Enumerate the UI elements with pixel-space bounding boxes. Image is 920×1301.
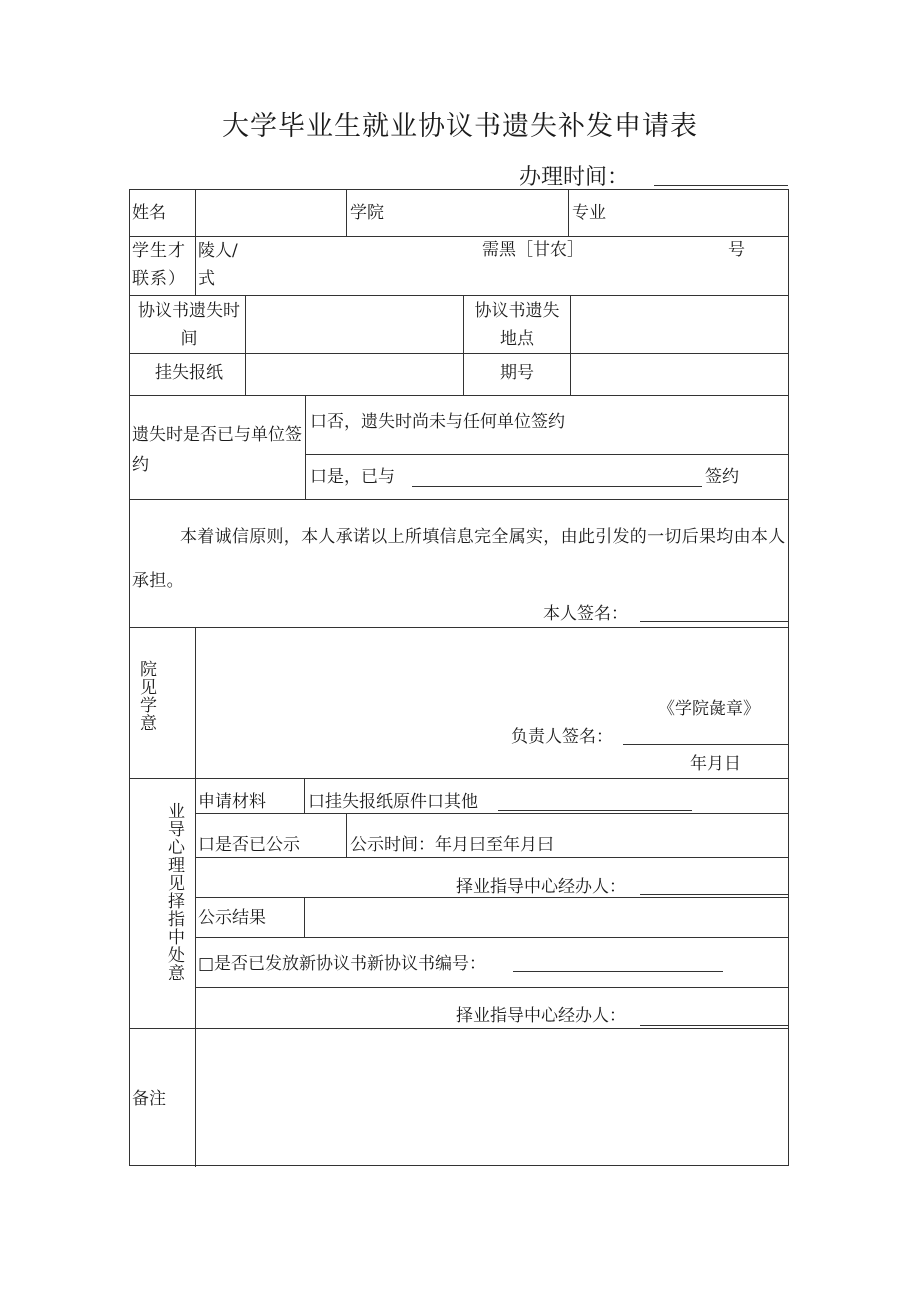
lost-place-field[interactable] [571, 296, 786, 353]
registration-number-suffix: 号 [728, 240, 745, 260]
student-contact-label: 学生才联系） [132, 241, 186, 289]
major-label: 专业 [572, 203, 606, 223]
signed-status-label: 遗失时是否已与单位签约 [132, 425, 302, 475]
handler-label-1: 择业指导中心经办人： [456, 877, 626, 897]
remarks-label: 备注 [132, 1089, 166, 1109]
new-agreement-checkbox[interactable]: □是否已发放新协议书新协议书编号： [198, 954, 487, 974]
materials-label: 申请材料 [198, 792, 266, 812]
contact-method-label: 陵人/式 [198, 241, 238, 289]
lost-place-label: 协议书遗失地点 [474, 301, 560, 349]
college-opinion-label: 院见学意 [136, 660, 156, 732]
lost-time-field[interactable] [246, 296, 462, 353]
process-time-line[interactable] [654, 185, 788, 186]
registration-number-prefix: 需黑［甘农］ [482, 240, 584, 260]
handler-line-2[interactable] [640, 1025, 788, 1026]
major-field[interactable] [620, 191, 785, 235]
publish-result-field[interactable] [306, 898, 786, 936]
college-stamp: 《学院彘章》 [658, 699, 760, 719]
materials-options[interactable]: 口挂失报纸原件口其他 [308, 792, 478, 812]
form-title: 大学毕业生就业协议书遗失补发申请表 [222, 111, 698, 142]
college-date: 年月日 [690, 754, 741, 774]
published-checkbox[interactable]: 口是否已公示 [198, 835, 300, 855]
handler-label-2: 择业指导中心经办人： [456, 1006, 626, 1026]
college-signer-label: 负责人签名： [511, 727, 613, 747]
application-form [129, 189, 789, 1166]
new-agreement-number-line[interactable] [513, 971, 723, 972]
college-signer-line[interactable] [623, 744, 788, 745]
pledge-text: 本着诚信原则，本人承诺以上所填信息完全属实，由此引发的一切后果均由本人承担。 [132, 527, 786, 591]
name-label: 姓名 [132, 203, 166, 223]
signature-line[interactable] [640, 621, 788, 622]
handler-line-1[interactable] [640, 894, 788, 895]
publish-result-label: 公示结果 [198, 908, 266, 928]
college-label: 学院 [350, 203, 384, 223]
college-field[interactable] [430, 191, 567, 235]
lost-time-label: 协议书遗失时间 [138, 301, 240, 349]
remarks-field[interactable] [196, 1029, 786, 1165]
materials-other-line[interactable] [498, 810, 692, 811]
publish-time: 公示时间：年月曰至年月曰 [350, 835, 554, 855]
option-signed-prefix[interactable]: 口是，已与 [310, 467, 395, 487]
process-time-label: 办理时间： [519, 165, 630, 190]
signature-label: 本人签名： [543, 604, 628, 624]
issue-field[interactable] [571, 354, 786, 395]
option-not-signed[interactable]: 口否，遗失时尚未与任何单位签约 [310, 412, 565, 432]
issue-label: 期号 [500, 363, 534, 383]
newspaper-field[interactable] [246, 354, 462, 395]
option-signed-suffix: 签约 [705, 467, 739, 487]
name-field[interactable] [196, 191, 345, 235]
newspaper-label: 挂失报纸 [155, 363, 223, 383]
center-opinion-label: 业导心理见择指中处意 [164, 802, 184, 982]
signed-employer-line[interactable] [412, 486, 702, 487]
